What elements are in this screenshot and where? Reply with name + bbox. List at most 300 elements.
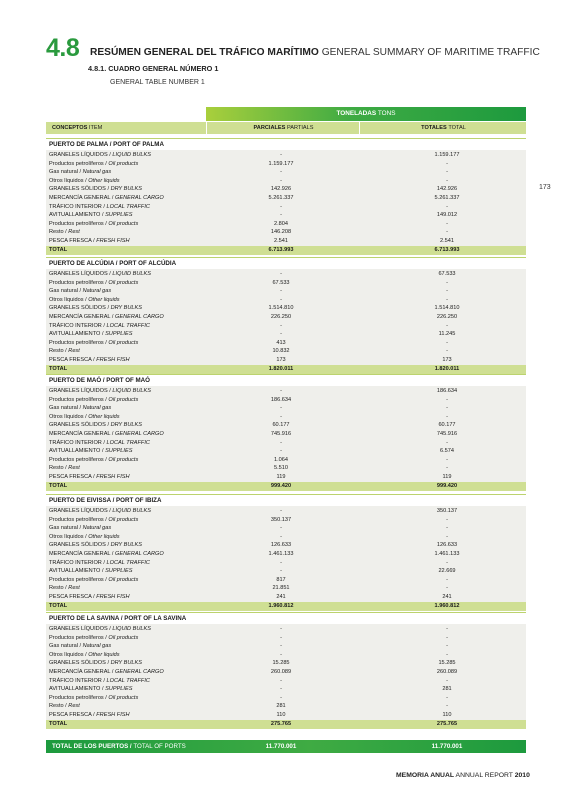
row-label-es: Productos petrolíferos / xyxy=(49,576,109,583)
row-total-value: 6.574 xyxy=(440,448,454,455)
row-total-value: - xyxy=(446,634,448,641)
row-label-en: SUPPLIES xyxy=(105,448,133,455)
row-label xyxy=(49,279,138,288)
row-label-en: LOCAL TRAFFIC xyxy=(106,439,150,446)
port-section-title: PUERTO DE MAÓ / PORT OF MAÓ xyxy=(46,374,526,386)
row-label xyxy=(49,211,132,220)
table-row xyxy=(46,659,526,668)
row-label xyxy=(49,447,132,456)
section-title-es: RESÚMEN GENERAL DEL TRÁFICO MARÍTIMO xyxy=(90,47,319,58)
row-label-es: TRÁFICO INTERIOR / xyxy=(49,322,107,329)
row-label-es: MERCANCÍA GENERAL / xyxy=(49,668,115,675)
row-total-value: - xyxy=(446,220,448,227)
table-row xyxy=(46,296,526,305)
row-label-en: Rest xyxy=(68,348,80,355)
row-total-value: - xyxy=(446,348,448,355)
row-total-value: 241 xyxy=(442,593,452,600)
row-label-es: PESCA FRESCA / xyxy=(49,356,97,363)
row-partials-value: - xyxy=(280,322,282,329)
row-label xyxy=(49,296,120,305)
row-label xyxy=(49,313,164,322)
port-section-title: PUERTO DE EIVISSA / PORT OF IBIZA xyxy=(46,494,526,506)
grand-total-total: 11.770.001 xyxy=(431,743,463,750)
table-row xyxy=(46,237,526,246)
row-label-en: Oil products xyxy=(108,576,139,583)
row-total-value: 126.633 xyxy=(436,542,458,549)
port-section-title: PUERTO DE LA SAVINA / PORT OF LA SAVINA xyxy=(46,612,526,624)
row-label-en: Oil products xyxy=(108,160,139,167)
row-partials-value: 15.285 xyxy=(272,660,290,667)
row-label-es: GRANELES LÍQUIDOS / xyxy=(49,388,113,394)
row-partials-value: - xyxy=(280,626,282,632)
row-partials-value: 21.851 xyxy=(272,585,290,592)
row-partials-value: 5.510 xyxy=(274,465,288,472)
row-partials-value: 186.634 xyxy=(270,396,292,403)
table-row xyxy=(46,702,526,711)
row-partials-value: 1.159.177 xyxy=(268,160,294,167)
row-label-es: Otros líquidos / xyxy=(49,296,89,303)
table-row xyxy=(46,533,526,542)
table-row xyxy=(46,339,526,348)
table-row xyxy=(46,203,526,212)
table-row xyxy=(46,387,526,396)
section-number: 4.8 xyxy=(46,34,80,62)
table-row xyxy=(46,507,526,516)
row-total-value: - xyxy=(446,160,448,167)
table-row xyxy=(46,396,526,405)
row-label-es: AVITUALLAMIENTO / xyxy=(49,448,106,455)
port-section xyxy=(46,374,526,491)
page-footer xyxy=(396,772,530,779)
row-partials-value: - xyxy=(280,533,282,540)
row-label xyxy=(49,194,164,203)
row-label xyxy=(49,567,132,576)
table-row xyxy=(46,413,526,422)
row-label xyxy=(49,330,132,339)
row-partials-value: - xyxy=(280,169,282,176)
table-row xyxy=(46,177,526,186)
row-label-en: DRY BULKS xyxy=(110,542,142,549)
row-label-es: Otros líquidos / xyxy=(49,533,89,540)
row-partials-value: - xyxy=(280,203,282,210)
grand-total-row xyxy=(46,740,526,753)
row-label-es: PESCA FRESCA / xyxy=(49,237,97,244)
table-row xyxy=(46,541,526,550)
table-row xyxy=(46,651,526,660)
row-label-en: SUPPLIES xyxy=(105,568,133,575)
row-label-es: Productos petrolíferos / xyxy=(49,516,109,523)
port-section xyxy=(46,494,526,611)
row-label-es: Gas natural / xyxy=(49,643,83,650)
row-label xyxy=(49,177,120,186)
port-section-rows xyxy=(46,386,526,491)
row-total-value: - xyxy=(446,677,448,684)
grand-total-label-en: TOTAL OF PORTS xyxy=(133,743,186,750)
tons-label-en: TONS xyxy=(377,110,396,117)
row-label-en: GENERAL CARGO xyxy=(115,668,164,675)
row-label-es: Productos petrolíferos / xyxy=(49,456,109,463)
row-total-value: 1.514.810 xyxy=(434,305,460,312)
row-partials-value: - xyxy=(280,177,282,184)
row-label xyxy=(49,507,151,516)
row-total-value: - xyxy=(446,559,448,566)
row-label-es: Productos petrolíferos / xyxy=(49,160,109,167)
row-partials-value: - xyxy=(280,296,282,303)
port-section xyxy=(46,257,526,374)
row-label xyxy=(49,516,138,525)
row-total-value: 226.250 xyxy=(436,313,458,320)
row-partials-value: - xyxy=(280,331,282,338)
row-label-es: PESCA FRESCA / xyxy=(49,593,97,600)
row-label xyxy=(49,347,80,356)
row-label-en: FRESH FISH xyxy=(96,593,130,600)
column-header-total xyxy=(359,122,527,134)
column-header-partials-en: PARTIALS xyxy=(286,125,314,131)
table-row xyxy=(46,404,526,413)
row-partials-value: - xyxy=(280,525,282,532)
row-total-value: - xyxy=(446,296,448,303)
row-label xyxy=(49,668,164,677)
row-label-en: LOCAL TRAFFIC xyxy=(106,322,150,329)
row-total-value: - xyxy=(446,694,448,701)
row-label-es: Resto / xyxy=(49,465,69,472)
table-row xyxy=(46,694,526,703)
column-header-item-en: ITEM xyxy=(88,125,103,131)
row-label-en: DRY BULKS xyxy=(110,305,142,312)
total-total-value: 1.820.011 xyxy=(434,365,460,372)
table-row xyxy=(46,677,526,686)
table-row xyxy=(46,550,526,559)
row-partials-value: 10.832 xyxy=(272,348,290,355)
row-partials-value: - xyxy=(280,288,282,295)
row-total-value: 2.541 xyxy=(440,237,454,244)
table-row xyxy=(46,304,526,313)
row-total-value: - xyxy=(446,396,448,403)
column-header-partials xyxy=(206,122,360,134)
row-label-en: Natural gas xyxy=(82,643,112,650)
row-label xyxy=(49,677,150,686)
row-label xyxy=(49,694,138,703)
row-label xyxy=(49,559,150,568)
table-row xyxy=(46,322,526,331)
table-row xyxy=(46,185,526,194)
row-label-es: Productos petrolíferos / xyxy=(49,694,109,701)
row-label xyxy=(49,659,142,668)
row-label xyxy=(49,413,120,422)
row-label-en: Natural gas xyxy=(82,405,112,412)
row-partials-value: - xyxy=(280,271,282,277)
total-row xyxy=(46,365,526,374)
total-partials-value: 999.420 xyxy=(270,482,292,489)
row-label-es: PESCA FRESCA / xyxy=(49,711,97,718)
row-partials-value: 5.261.337 xyxy=(268,194,294,201)
row-label-es: Resto / xyxy=(49,703,69,710)
row-partials-value: 146.208 xyxy=(270,229,292,236)
total-label: TOTAL xyxy=(49,720,68,727)
row-total-value: - xyxy=(446,626,448,632)
total-total-value: 6.713.993 xyxy=(434,246,460,253)
row-total-value: - xyxy=(446,525,448,532)
row-total-value: 110 xyxy=(442,711,452,718)
total-label: TOTAL xyxy=(49,482,68,489)
table-row xyxy=(46,347,526,356)
table-subtitle-en: GENERAL TABLE NUMBER 1 xyxy=(110,79,205,86)
row-partials-value: - xyxy=(280,634,282,641)
row-label-en: GENERAL CARGO xyxy=(115,194,164,201)
row-total-value: 15.285 xyxy=(438,660,456,667)
row-partials-value: 226.250 xyxy=(270,313,292,320)
row-label-en: Rest xyxy=(68,585,80,592)
table-row xyxy=(46,151,526,160)
table-row xyxy=(46,567,526,576)
row-partials-value: 67.533 xyxy=(272,279,290,286)
total-partials-value: 275.765 xyxy=(270,720,292,727)
row-label xyxy=(49,576,138,585)
total-row xyxy=(46,720,526,729)
total-total-value: 275.765 xyxy=(436,720,458,727)
row-label xyxy=(49,168,111,177)
row-label-es: GRANELES SÓLIDOS / xyxy=(49,186,111,193)
row-label-en: LIQUID BULKS xyxy=(112,388,151,394)
column-header-total-es: TOTALES xyxy=(421,125,447,131)
row-total-value: - xyxy=(446,339,448,346)
row-total-value: 67.533 xyxy=(438,271,456,277)
row-label-en: SUPPLIES xyxy=(105,212,133,219)
row-label-es: Productos petrolíferos / xyxy=(49,396,109,403)
section-title xyxy=(90,47,540,58)
row-label-es: PESCA FRESCA / xyxy=(49,473,97,480)
table-row xyxy=(46,685,526,694)
row-total-value: - xyxy=(446,456,448,463)
total-label: TOTAL xyxy=(49,602,68,609)
grand-total-label-es: TOTAL DE LOS PUERTOS / xyxy=(52,743,134,750)
row-label-es: GRANELES LÍQUIDOS / xyxy=(49,271,113,277)
row-label-en: LIQUID BULKS xyxy=(112,271,151,277)
row-label-es: Gas natural / xyxy=(49,169,83,176)
row-label xyxy=(49,685,132,694)
row-label-en: Oil products xyxy=(108,339,139,346)
row-partials-value: 1.514.810 xyxy=(268,305,294,312)
row-label-en: Other liquids xyxy=(88,413,120,420)
table-row xyxy=(46,287,526,296)
row-partials-value: - xyxy=(280,651,282,658)
row-label xyxy=(49,625,151,634)
row-partials-value: 173 xyxy=(276,356,286,363)
row-partials-value: - xyxy=(280,212,282,219)
row-partials-value: 2.804 xyxy=(274,220,288,227)
table-row xyxy=(46,473,526,482)
row-label-es: Otros líquidos / xyxy=(49,413,89,420)
total-row xyxy=(46,602,526,611)
row-total-value: - xyxy=(446,169,448,176)
row-label xyxy=(49,185,142,194)
table-row xyxy=(46,625,526,634)
row-total-value: - xyxy=(446,413,448,420)
row-partials-value: - xyxy=(280,643,282,650)
row-label-es: GRANELES SÓLIDOS / xyxy=(49,660,111,667)
row-total-value: 60.177 xyxy=(438,422,456,429)
row-partials-value: - xyxy=(280,405,282,412)
column-header-item-es: CONCEPTOS xyxy=(52,125,88,131)
row-label-es: TRÁFICO INTERIOR / xyxy=(49,559,107,566)
table-row xyxy=(46,194,526,203)
row-total-value: - xyxy=(446,533,448,540)
row-partials-value: 241 xyxy=(276,593,286,600)
row-label-en: Rest xyxy=(68,703,80,710)
row-partials-value: 260.089 xyxy=(270,668,292,675)
page-number: 173 xyxy=(539,184,551,191)
row-partials-value: 350.137 xyxy=(270,516,292,523)
row-label-en: Other liquids xyxy=(88,177,120,184)
row-label-en: FRESH FISH xyxy=(96,356,130,363)
row-label-es: TRÁFICO INTERIOR / xyxy=(49,677,107,684)
row-label xyxy=(49,439,150,448)
row-label-en: DRY BULKS xyxy=(110,660,142,667)
row-label xyxy=(49,456,138,465)
row-label-es: TRÁFICO INTERIOR / xyxy=(49,439,107,446)
row-total-value: 11.245 xyxy=(438,331,456,338)
row-total-value: - xyxy=(446,516,448,523)
total-total-value: 1.960.812 xyxy=(434,602,460,609)
total-partials-value: 1.820.011 xyxy=(268,365,294,372)
row-label-es: MERCANCÍA GENERAL / xyxy=(49,313,115,320)
table-row xyxy=(46,668,526,677)
row-total-value: - xyxy=(446,643,448,650)
footer-year: 2010 xyxy=(514,772,530,779)
row-total-value: 186.634 xyxy=(436,388,458,394)
row-label-es: TRÁFICO INTERIOR / xyxy=(49,203,107,210)
footer-report-es: MEMORIA ANUAL xyxy=(396,772,455,779)
port-section xyxy=(46,138,526,255)
grand-total-label xyxy=(52,740,186,753)
column-header-total-en: TOTAL xyxy=(448,125,466,131)
table-row xyxy=(46,279,526,288)
table-row xyxy=(46,160,526,169)
grand-total-partials: 11.770.001 xyxy=(265,743,297,750)
row-label-en: LOCAL TRAFFIC xyxy=(106,559,150,566)
tons-header xyxy=(206,107,526,121)
row-label-en: Other liquids xyxy=(88,651,120,658)
row-label-en: GENERAL CARGO xyxy=(115,430,164,437)
row-partials-value: 119 xyxy=(276,473,286,480)
row-label-es: Resto / xyxy=(49,229,69,236)
row-label-en: LIQUID BULKS xyxy=(112,152,151,158)
row-label-en: FRESH FISH xyxy=(96,237,130,244)
row-total-value: 5.261.337 xyxy=(434,194,460,201)
row-label xyxy=(49,541,142,550)
total-row xyxy=(46,246,526,255)
table-row xyxy=(46,634,526,643)
row-label-es: AVITUALLAMIENTO / xyxy=(49,331,106,338)
table-row xyxy=(46,228,526,237)
section-title-en: GENERAL SUMMARY OF MARITIME TRAFFIC xyxy=(321,47,540,58)
row-label-es: Resto / xyxy=(49,585,69,592)
row-partials-value: - xyxy=(280,448,282,455)
table-row xyxy=(46,559,526,568)
total-label: TOTAL xyxy=(49,365,68,372)
row-total-value: - xyxy=(446,279,448,286)
row-label xyxy=(49,356,130,365)
row-total-value: 745.916 xyxy=(436,430,458,437)
table-row xyxy=(46,270,526,279)
row-label xyxy=(49,430,164,439)
table-row xyxy=(46,430,526,439)
row-label-en: LIQUID BULKS xyxy=(112,508,151,514)
table-row xyxy=(46,524,526,533)
row-total-value: - xyxy=(446,177,448,184)
row-label-es: Productos petrolíferos / xyxy=(49,279,109,286)
table-row xyxy=(46,593,526,602)
row-label xyxy=(49,464,80,473)
row-label-en: Natural gas xyxy=(82,288,112,295)
table-row xyxy=(46,516,526,525)
row-partials-value: 1.064 xyxy=(274,456,288,463)
row-label xyxy=(49,322,150,331)
tons-label: TONELADAS xyxy=(336,110,377,117)
row-label xyxy=(49,584,80,593)
row-label xyxy=(49,524,111,533)
row-label-en: LIQUID BULKS xyxy=(112,626,151,632)
port-section-rows xyxy=(46,150,526,255)
row-label xyxy=(49,421,142,430)
row-label-en: SUPPLIES xyxy=(105,686,133,693)
row-label-en: Oil products xyxy=(108,396,139,403)
row-label-en: LOCAL TRAFFIC xyxy=(106,677,150,684)
row-label-es: AVITUALLAMIENTO / xyxy=(49,568,106,575)
table-row xyxy=(46,220,526,229)
row-label xyxy=(49,228,80,237)
row-partials-value: 60.177 xyxy=(272,422,290,429)
row-total-value: - xyxy=(446,585,448,592)
table-row xyxy=(46,439,526,448)
row-partials-value: - xyxy=(280,694,282,701)
row-label-es: Gas natural / xyxy=(49,405,83,412)
row-label-en: Rest xyxy=(68,229,80,236)
row-label-en: Rest xyxy=(68,465,80,472)
row-partials-value: 110 xyxy=(276,711,286,718)
table-row xyxy=(46,584,526,593)
row-partials-value: 1.461.133 xyxy=(268,550,294,557)
row-label-es: Otros líquidos / xyxy=(49,177,89,184)
row-label xyxy=(49,711,130,720)
row-label-en: GENERAL CARGO xyxy=(115,313,164,320)
row-partials-value: 126.633 xyxy=(270,542,292,549)
row-label xyxy=(49,642,111,651)
row-label xyxy=(49,151,151,160)
row-label-es: Productos petrolíferos / xyxy=(49,339,109,346)
row-label xyxy=(49,550,164,559)
table-row xyxy=(46,576,526,585)
table-row xyxy=(46,168,526,177)
row-total-value: 22.669 xyxy=(438,568,456,575)
table-row xyxy=(46,313,526,322)
table-row xyxy=(46,330,526,339)
row-label-en: GENERAL CARGO xyxy=(115,550,164,557)
row-total-value: - xyxy=(446,576,448,583)
row-label xyxy=(49,304,142,313)
row-label-es: GRANELES LÍQUIDOS / xyxy=(49,626,113,632)
row-label xyxy=(49,396,138,405)
footer-report-en: ANNUAL REPORT xyxy=(455,772,513,779)
port-section-title: PUERTO DE PALMA / PORT OF PALMA xyxy=(46,138,526,150)
row-label-en: Oil products xyxy=(108,694,139,701)
column-header-partials-es: PARCIALES xyxy=(253,125,286,131)
total-label: TOTAL xyxy=(49,246,68,253)
row-label-en: Natural gas xyxy=(82,169,112,176)
row-total-value: - xyxy=(446,439,448,446)
row-label-es: MERCANCÍA GENERAL / xyxy=(49,430,115,437)
row-label xyxy=(49,203,150,212)
